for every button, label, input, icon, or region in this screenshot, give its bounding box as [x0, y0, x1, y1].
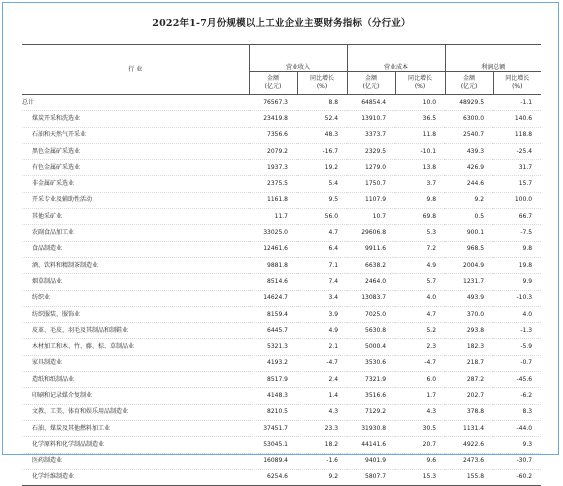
table-row: [22, 274, 541, 290]
profit-amount: 293.8: [445, 323, 493, 339]
profit-amount: 1231.7: [445, 274, 493, 290]
cost-growth: 9.6: [395, 453, 445, 469]
cost-growth: 11.8: [395, 127, 445, 143]
revenue-growth: 56.0: [297, 209, 347, 225]
revenue-growth: 4.7: [297, 225, 347, 241]
revenue-amount: 16089.4: [249, 453, 297, 469]
page-title: 2022年1-7月份规模以上工业企业主要财务指标（分行业）: [152, 18, 411, 29]
profit-growth: -30.7: [493, 453, 541, 469]
revenue-amount: 4148.3: [249, 388, 297, 404]
profit-header: 利润总额: [445, 45, 541, 72]
cost-header: 营业成本: [347, 45, 445, 72]
industry-name: 食品制造业: [22, 241, 249, 257]
cost-growth: 1.7: [395, 388, 445, 404]
revenue-growth: 3.9: [297, 306, 347, 322]
table-row: [22, 225, 541, 241]
table-row: [22, 388, 541, 404]
cost-amount: 2464.0: [347, 274, 395, 290]
profit-amount: 6300.0: [445, 111, 493, 127]
industry-name: 化学原料和化学制品制造业: [22, 437, 249, 453]
cost-growth: 5.7: [395, 274, 445, 290]
revenue-amount: 2375.5: [249, 176, 297, 192]
table-row: [22, 323, 541, 339]
table-row: [22, 176, 541, 192]
cost-amount: 13910.7: [347, 111, 395, 127]
revenue-growth: 2.1: [297, 339, 347, 355]
profit-amount: 900.1: [445, 225, 493, 241]
revenue-amount: 53045.1: [249, 437, 297, 453]
cost-growth-header: 同比增长 (%): [395, 72, 445, 95]
industry-name: 煤炭开采和洗选业: [22, 111, 249, 127]
table-row: [22, 339, 541, 355]
revenue-growth: -1.6: [297, 453, 347, 469]
cost-growth: 5.2: [395, 323, 445, 339]
table-row: [22, 420, 541, 436]
profit-amount: 426.9: [445, 160, 493, 176]
cost-growth: 15.3: [395, 469, 445, 485]
profit-amount: 2540.7: [445, 127, 493, 143]
cost-amount: 5630.8: [347, 323, 395, 339]
profit-amount: 439.3: [445, 143, 493, 159]
profit-amount: 155.8: [445, 469, 493, 485]
cost-amount: 29606.8: [347, 225, 395, 241]
industry-name: 开采专业及辅助性活动: [22, 192, 249, 208]
cost-amount: 6638.2: [347, 257, 395, 273]
cost-growth: 10.0: [395, 95, 445, 111]
profit-growth: -7.5: [493, 225, 541, 241]
table-row: [22, 257, 541, 273]
cost-amount: 64854.4: [347, 95, 395, 111]
profit-growth: 9.8: [493, 241, 541, 257]
revenue-growth: 8.8: [297, 95, 347, 111]
table-row: [22, 95, 541, 111]
revenue-amount: 11.7: [249, 209, 297, 225]
profit-amount: 287.2: [445, 372, 493, 388]
industry-name: 酒、饮料和精制茶制造业: [22, 257, 249, 273]
industry-name: 农副食品加工业: [22, 225, 249, 241]
cost-amount: 44141.6: [347, 437, 395, 453]
table-row: [22, 437, 541, 453]
cost-amount: 9911.6: [347, 241, 395, 257]
profit-growth: 140.6: [493, 111, 541, 127]
cost-growth: 3.7: [395, 176, 445, 192]
revenue-amount: 37451.7: [249, 420, 297, 436]
table-row: [22, 290, 541, 306]
table-row: [22, 241, 541, 257]
cost-amount: 1279.0: [347, 160, 395, 176]
revenue-growth: 4.9: [297, 323, 347, 339]
table-row: [22, 355, 541, 371]
profit-growth: -1.1: [493, 95, 541, 111]
revenue-amount: 6254.6: [249, 469, 297, 485]
revenue-amount: 8159.4: [249, 306, 297, 322]
profit-growth: -6.2: [493, 388, 541, 404]
profit-amount: 0.5: [445, 209, 493, 225]
revenue-growth: 5.4: [297, 176, 347, 192]
revenue-growth: 4.3: [297, 404, 347, 420]
table-row: [22, 306, 541, 322]
revenue-amount: 2079.2: [249, 143, 297, 159]
revenue-amount: 14624.7: [249, 290, 297, 306]
cost-growth: 9.8: [395, 192, 445, 208]
industry-name: 造纸和纸制品业: [22, 372, 249, 388]
profit-amount: 48929.5: [445, 95, 493, 111]
industry-name: 纺织业: [22, 290, 249, 306]
cost-amount: 3530.6: [347, 355, 395, 371]
cost-amount: 3516.6: [347, 388, 395, 404]
cost-growth: 2.3: [395, 339, 445, 355]
industry-name: 纺织服装、服饰业: [22, 306, 249, 322]
revenue-amount: 12461.6: [249, 241, 297, 257]
industry-name: 文教、工美、体育和娱乐用品制造业: [22, 404, 249, 420]
industry-name: 印刷和记录媒介复制业: [22, 388, 249, 404]
revenue-growth-header: 同比增长 (%): [297, 72, 347, 95]
profit-growth: -44.0: [493, 420, 541, 436]
profit-amount: 2004.9: [445, 257, 493, 273]
financial-table: [22, 44, 541, 486]
table-row: [22, 143, 541, 159]
cost-growth: 69.8: [395, 209, 445, 225]
revenue-amount: 76567.3: [249, 95, 297, 111]
report-frame: [2, 2, 559, 481]
cost-amount: 31930.8: [347, 420, 395, 436]
profit-amount: 968.5: [445, 241, 493, 257]
revenue-amount: 8210.5: [249, 404, 297, 420]
profit-growth: 31.7: [493, 160, 541, 176]
profit-amount: 218.7: [445, 355, 493, 371]
profit-amount: 370.0: [445, 306, 493, 322]
revenue-amount-header: 金额 (亿元): [249, 72, 297, 95]
cost-amount: 1107.9: [347, 192, 395, 208]
cost-growth: 13.8: [395, 160, 445, 176]
profit-amount: 202.7: [445, 388, 493, 404]
industry-name: 黑色金属矿采选业: [22, 143, 249, 159]
profit-growth: 19.8: [493, 257, 541, 273]
cost-amount: 5807.7: [347, 469, 395, 485]
revenue-growth: 7.4: [297, 274, 347, 290]
table-row: [22, 160, 541, 176]
table-row: [22, 111, 541, 127]
cost-amount: 3373.7: [347, 127, 395, 143]
industry-name: 化学纤维制造业: [22, 469, 249, 485]
cost-amount: 7025.0: [347, 306, 395, 322]
profit-amount: 2473.6: [445, 453, 493, 469]
table-row: [22, 372, 541, 388]
cost-amount: 9401.9: [347, 453, 395, 469]
profit-growth: 9.3: [493, 437, 541, 453]
industry-name: 非金属矿采选业: [22, 176, 249, 192]
revenue-amount: 6445.7: [249, 323, 297, 339]
revenue-header: 营业收入: [249, 45, 347, 72]
table-row: [22, 469, 541, 485]
revenue-growth: 9.2: [297, 469, 347, 485]
cost-amount-header: 金额 (亿元): [347, 72, 395, 95]
revenue-growth: -4.7: [297, 355, 347, 371]
revenue-amount: 8517.9: [249, 372, 297, 388]
cost-growth: 36.5: [395, 111, 445, 127]
revenue-amount: 23419.8: [249, 111, 297, 127]
table-body: [22, 95, 541, 486]
revenue-growth: 9.5: [297, 192, 347, 208]
revenue-amount: 1161.8: [249, 192, 297, 208]
revenue-amount: 4193.2: [249, 355, 297, 371]
profit-growth: -45.6: [493, 372, 541, 388]
profit-amount: 9.2: [445, 192, 493, 208]
revenue-amount: 7356.6: [249, 127, 297, 143]
industry-name: 其他采矿业: [22, 209, 249, 225]
profit-amount: 1131.4: [445, 420, 493, 436]
profit-growth: -1.3: [493, 323, 541, 339]
cost-growth: 4.3: [395, 404, 445, 420]
profit-amount: 4922.6: [445, 437, 493, 453]
profit-amount: 378.8: [445, 404, 493, 420]
industry-name: 皮革、毛皮、羽毛及其制品和制鞋业: [22, 323, 249, 339]
table-row: [22, 127, 541, 143]
cost-amount: 1750.7: [347, 176, 395, 192]
table-row: [22, 404, 541, 420]
profit-growth: 8.3: [493, 404, 541, 420]
revenue-amount: 1937.3: [249, 160, 297, 176]
profit-growth: 4.0: [493, 306, 541, 322]
cost-growth: 4.7: [395, 306, 445, 322]
revenue-growth: 48.3: [297, 127, 347, 143]
profit-growth-header: 同比增长 (%): [493, 72, 541, 95]
revenue-growth: 52.4: [297, 111, 347, 127]
table-row: [22, 209, 541, 225]
industry-header: 行 业: [22, 45, 249, 95]
industry-name: 总计: [22, 95, 249, 111]
profit-growth: -10.3: [493, 290, 541, 306]
revenue-amount: 8514.6: [249, 274, 297, 290]
industry-name: 石油和天然气开采业: [22, 127, 249, 143]
profit-amount: 244.6: [445, 176, 493, 192]
cost-growth: 7.2: [395, 241, 445, 257]
revenue-amount: 9881.8: [249, 257, 297, 273]
industry-name: 医药制造业: [22, 453, 249, 469]
profit-growth: 15.7: [493, 176, 541, 192]
profit-growth: 118.8: [493, 127, 541, 143]
industry-name: 石油、煤炭及其他燃料加工业: [22, 420, 249, 436]
cost-growth: -4.7: [395, 355, 445, 371]
revenue-amount: 33025.0: [249, 225, 297, 241]
profit-growth: 100.0: [493, 192, 541, 208]
profit-amount: 182.3: [445, 339, 493, 355]
revenue-amount: 5321.3: [249, 339, 297, 355]
cost-growth: -10.1: [395, 143, 445, 159]
industry-name: 木材加工和木、竹、藤、棕、草制品业: [22, 339, 249, 355]
profit-growth: -25.4: [493, 143, 541, 159]
profit-growth: 66.7: [493, 209, 541, 225]
profit-growth: -0.7: [493, 355, 541, 371]
profit-growth: -60.2: [493, 469, 541, 485]
revenue-growth: 2.4: [297, 372, 347, 388]
cost-growth: 20.7: [395, 437, 445, 453]
cost-amount: 7129.2: [347, 404, 395, 420]
revenue-growth: 6.4: [297, 241, 347, 257]
revenue-growth: 1.4: [297, 388, 347, 404]
cost-growth: 4.9: [395, 257, 445, 273]
cost-growth: 30.5: [395, 420, 445, 436]
cost-amount: 5000.4: [347, 339, 395, 355]
revenue-growth: -16.7: [297, 143, 347, 159]
profit-growth: 9.9: [493, 274, 541, 290]
profit-amount-header: 金额 (亿元): [445, 72, 493, 95]
cost-growth: 4.0: [395, 290, 445, 306]
table-row: [22, 453, 541, 469]
cost-amount: 7321.9: [347, 372, 395, 388]
revenue-growth: 23.3: [297, 420, 347, 436]
cost-growth: 5.3: [395, 225, 445, 241]
profit-growth: -5.9: [493, 339, 541, 355]
cost-amount: 13083.7: [347, 290, 395, 306]
revenue-growth: 3.4: [297, 290, 347, 306]
revenue-growth: 7.1: [297, 257, 347, 273]
revenue-growth: 19.2: [297, 160, 347, 176]
profit-amount: 493.9: [445, 290, 493, 306]
industry-name: 烟草制品业: [22, 274, 249, 290]
industry-name: 家具制造业: [22, 355, 249, 371]
table-row: [22, 192, 541, 208]
cost-growth: 6.0: [395, 372, 445, 388]
revenue-growth: 18.2: [297, 437, 347, 453]
cost-amount: 10.7: [347, 209, 395, 225]
industry-name: 有色金属矿采选业: [22, 160, 249, 176]
cost-amount: 2329.5: [347, 143, 395, 159]
